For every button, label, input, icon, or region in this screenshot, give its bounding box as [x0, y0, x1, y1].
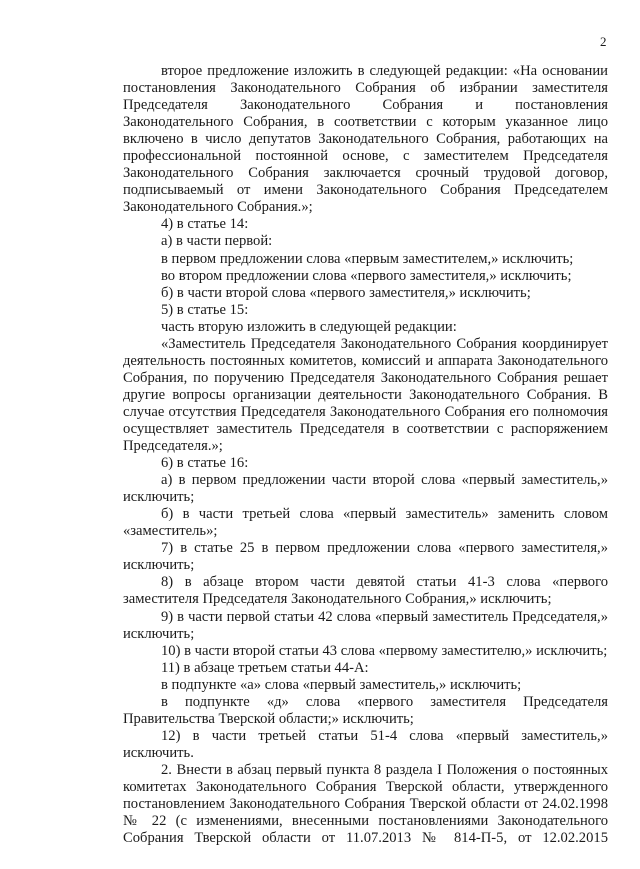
document-body	[123, 63, 608, 847]
paragraph: в подпункте «д» слова «первого заместителя Председателя Правительства Тверской области;» исключить;	[123, 693, 608, 727]
paragraph: б) в части второй слова «первого заместителя,» исключить;	[161, 284, 531, 301]
paragraph: а) в части первой:	[161, 233, 273, 250]
paragraph: 10) в части второй статьи 43 слова «первому заместителю,» исключить;	[161, 642, 608, 659]
paragraph: б) в части третьей слова «первый заместитель» заменить словом «заместитель»;	[123, 506, 608, 540]
paragraph: «Заместитель Председателя Законодательного Собрания координирует деятельность постоянных комитетов, комиссий и аппарата Законодательного Собрания, по поручению Председателя Законодательного Собрания решает другие вопросы организации деятельности Законодательного Собрания. В случае отсутствия Председателя Законодательного Собрания его полномочия осуществляет заместитель Председателя в соответствии с распоряжением Председателя.»;	[123, 335, 608, 455]
paragraph: 7) в статье 25 в первом предложении слова «первого заместителя,» исключить;	[123, 540, 608, 574]
page-number: 2	[600, 34, 607, 49]
paragraph: во втором предложении слова «первого заместителя,» исключить;	[161, 267, 572, 284]
paragraph: второе предложение изложить в следующей редакции: «На основании постановления Законодательного Собрания об избрании заместителя Председателя Законодательного Собрания и постановления Законодательного Собрания, в соответствии с которым указанное лицо включено в число депутатов Законодательного Собрания, работающих на профессиональной постоянной основе, с заместителем Председателя Законодательного Собрания заключается срочный трудовой договор, подписываемый от имени Законодательного Собрания Председателем Законодательного Собрания.»;	[123, 63, 608, 216]
paragraph: 4) в статье 14:	[161, 216, 249, 233]
paragraph: в первом предложении слова «первым заместителем,» исключить;	[161, 250, 574, 267]
paragraph: часть вторую изложить в следующей редакции:	[161, 318, 457, 335]
paragraph: 11) в абзаце третьем статьи 44-А:	[161, 659, 369, 676]
paragraph: а) в первом предложении части второй слова «первый заместитель,» исключить;	[123, 472, 608, 506]
paragraph: 12) в части третьей статьи 51-4 слова «первый заместитель,» исключить.	[123, 727, 608, 761]
paragraph: 5) в статье 15:	[161, 301, 249, 318]
paragraph: в подпункте «а» слова «первый заместитель,» исключить;	[161, 676, 522, 693]
paragraph: 6) в статье 16:	[161, 455, 249, 472]
paragraph: 9) в части первой статьи 42 слова «первый заместитель Председателя,» исключить;	[123, 608, 608, 642]
paragraph: 2. Внести в абзац первый пункта 8 раздела I Положения о постоянных комитетах Законодательного Собрания Тверской области, утвержденного постановлением Законодательного Собрания Тверской области от 24.02.1998 № 22 (с изменениями, внесенными постановлениями Законодательного Собрания Тверской области от 11.07.2013 № 814-П-5, от 12.02.2015	[123, 761, 608, 847]
paragraph: 8) в абзаце втором части девятой статьи 41-3 слова «первого заместителя Председателя Законодательного Собрания,» исключить;	[123, 574, 608, 608]
